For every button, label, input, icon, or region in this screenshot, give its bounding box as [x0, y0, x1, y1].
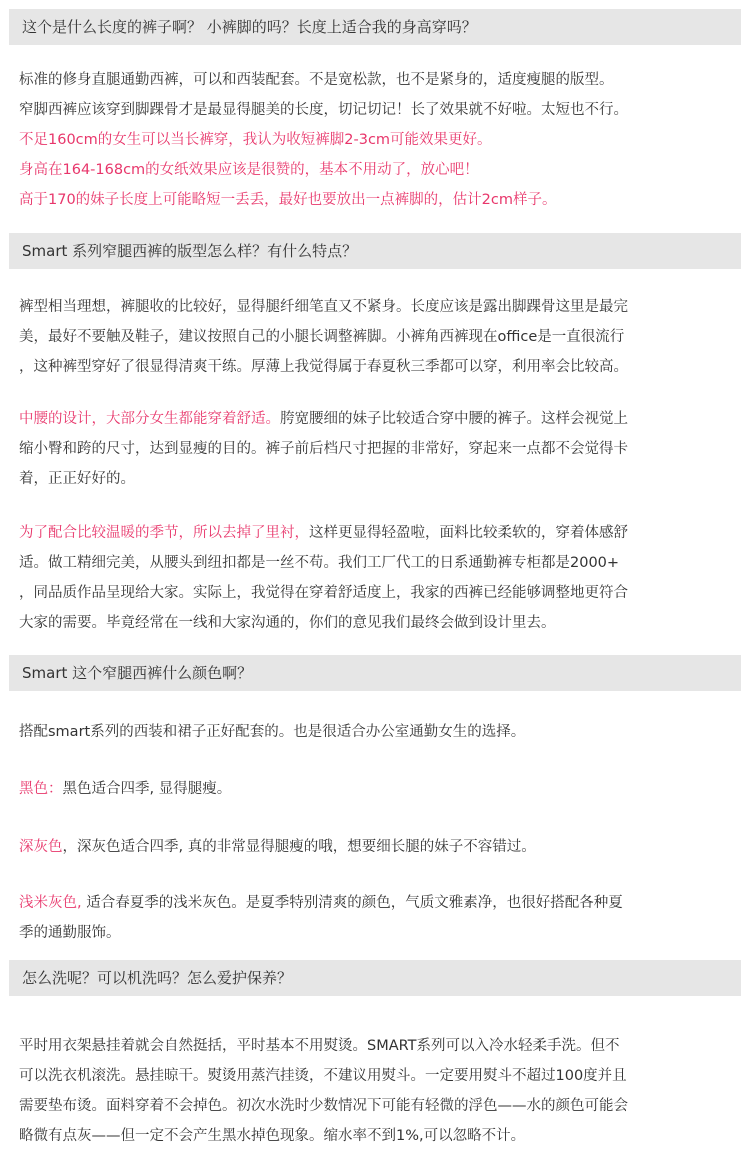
- text-run: 胯宽腰细的妹子比较适合穿中腰的裤子。这样会视觉上: [280, 411, 628, 427]
- section-heading-colors: Smart 这个窄腿西裤什么颜色啊？: [9, 655, 741, 691]
- text-run: ，深灰色适合四季, 真的非常显得腿瘦的哦，想要细长腿的妹子不容错过。: [62, 839, 536, 855]
- text-run: 美，最好不要触及鞋子，建议按照自己的小腿长调整裤脚。小裤角西裤现在office是一直很流行: [19, 329, 625, 345]
- paragraph-care: [19, 1031, 743, 1151]
- highlight-text: 身高在164-168cm的女纸效果应该是很赞的，基本不用动了，放心吧！: [19, 162, 479, 178]
- text-line: [19, 155, 743, 185]
- text-line: [19, 578, 743, 608]
- text-line: [19, 65, 743, 95]
- text-line: [19, 888, 743, 918]
- color-name-black: 黑色：: [19, 781, 63, 797]
- text-run: 搭配smart系列的西装和裙子正好配套的。也是很适合办公室通勤女生的选择。: [19, 724, 526, 740]
- text-line: [19, 352, 743, 382]
- text-line: [19, 717, 743, 747]
- text-run: 标准的修身直腿通勤西裤，可以和西装配套。不是宽松款，也不是紧身的，适度瘦腿的版型。: [19, 72, 614, 88]
- text-run: 季的通勤服饰。: [19, 925, 121, 941]
- text-run: 略微有点灰——但一定不会产生黑水掉色现象。缩水率不到1%,可以忽略不计。: [19, 1128, 526, 1144]
- color-name-dark-gray: 深灰色: [19, 839, 63, 855]
- section-heading-fit-style: Smart 系列窄腿西裤的版型怎么样？有什么特点？: [9, 233, 741, 269]
- text-run: 裤型相当理想，裤腿收的比较好，显得腿纤细笔直又不紧身。长度应该是露出脚踝骨这里是最完: [19, 299, 628, 315]
- text-line: [19, 1031, 743, 1061]
- text-run: ，这种裤型穿好了很显得清爽干练。厚薄上我觉得属于春夏秋三季都可以穿，利用率会比较高。: [19, 359, 628, 375]
- section-heading-care: 怎么洗呢？可以机洗吗？怎么爱护保养？: [9, 960, 741, 996]
- highlight-text: 中腰的设计，大部分女生都能穿着舒适。: [19, 411, 280, 427]
- text-line: [19, 125, 743, 155]
- text-line: [19, 464, 743, 494]
- paragraph-length-fit: [19, 65, 743, 215]
- text-line: [19, 95, 743, 125]
- text-line: [19, 322, 743, 352]
- text-line: [19, 404, 743, 434]
- text-line: [19, 518, 743, 548]
- paragraph-matching: [19, 717, 743, 747]
- section-heading-length: 这个是什么长度的裤子啊？ 小裤脚的吗？长度上适合我的身高穿吗？: [9, 9, 741, 45]
- text-line: [19, 434, 743, 464]
- text-run: 可以洗衣机滚洗。悬挂晾干。熨烫用蒸汽挂烫，不建议用熨斗。一定要用熨斗不超过100度并且: [19, 1068, 627, 1084]
- text-line: [19, 1091, 743, 1121]
- text-run: 缩小臀和跨的尺寸，达到显瘦的目的。裤子前后档尺寸把握的非常好，穿起来一点都不会觉得卡: [19, 441, 628, 457]
- text-line: [19, 608, 743, 638]
- text-line: [19, 1061, 743, 1091]
- text-run: 平时用衣架悬挂着就会自然挺括，平时基本不用熨烫。SMART系列可以入冷水轻柔手洗。但不: [19, 1038, 620, 1054]
- paragraph-cut: [19, 292, 743, 382]
- text-run: 适合春夏季的浅米灰色。是夏季特别清爽的颜色，气质文雅素净，也很好搭配各种夏: [81, 895, 623, 911]
- paragraph-no-lining: [19, 518, 743, 638]
- text-line: [19, 548, 743, 578]
- paragraph-color-light-beige-gray: [19, 888, 743, 948]
- text-run: 大家的需要。毕竟经常在一线和大家沟通的，你们的意见我们最终会做到设计里去。: [19, 615, 556, 631]
- highlight-text: 不足160cm的女生可以当长裤穿，我认为收短裤脚2-3cm可能效果更好。: [19, 132, 492, 148]
- highlight-text: 为了配合比较温暖的季节，所以去掉了里衬，: [19, 525, 309, 541]
- paragraph-mid-waist: [19, 404, 743, 494]
- text-line: [19, 292, 743, 322]
- text-run: 窄脚西裤应该穿到脚踝骨才是最显得腿美的长度，切记切记！长了效果就不好啦。太短也不行。: [19, 102, 628, 118]
- text-line: [19, 1121, 743, 1151]
- color-name-light-beige-gray: 浅米灰色,: [19, 895, 82, 911]
- text-run: 需要垫布烫。面料穿着不会掉色。初次水洗时少数情况下可能有轻微的浮色——水的颜色可能会: [19, 1098, 628, 1114]
- text-run: 着，正正好好的。: [19, 471, 135, 487]
- text-line: [19, 832, 743, 862]
- paragraph-color-black: [19, 774, 743, 804]
- text-run: ，同品质作品呈现给大家。实际上，我觉得在穿着舒适度上，我家的西裤已经能够调整地更符合: [19, 585, 628, 601]
- text-run: 适。做工精细完美，从腰头到纽扣都是一丝不苟。我们工厂代工的日系通勤裤专柜都是2000+: [19, 555, 620, 571]
- text-run: 黑色适合四季, 显得腿瘦。: [62, 781, 232, 797]
- text-line: [19, 185, 743, 215]
- highlight-text: 高于170的妹子长度上可能略短一丢丢，最好也要放出一点裤脚的，估计2cm样子。: [19, 192, 557, 208]
- text-run: 这样更显得轻盈啦，面料比较柔软的，穿着体感舒: [309, 525, 628, 541]
- paragraph-color-dark-gray: [19, 832, 743, 862]
- text-line: [19, 918, 743, 948]
- text-line: [19, 774, 743, 804]
